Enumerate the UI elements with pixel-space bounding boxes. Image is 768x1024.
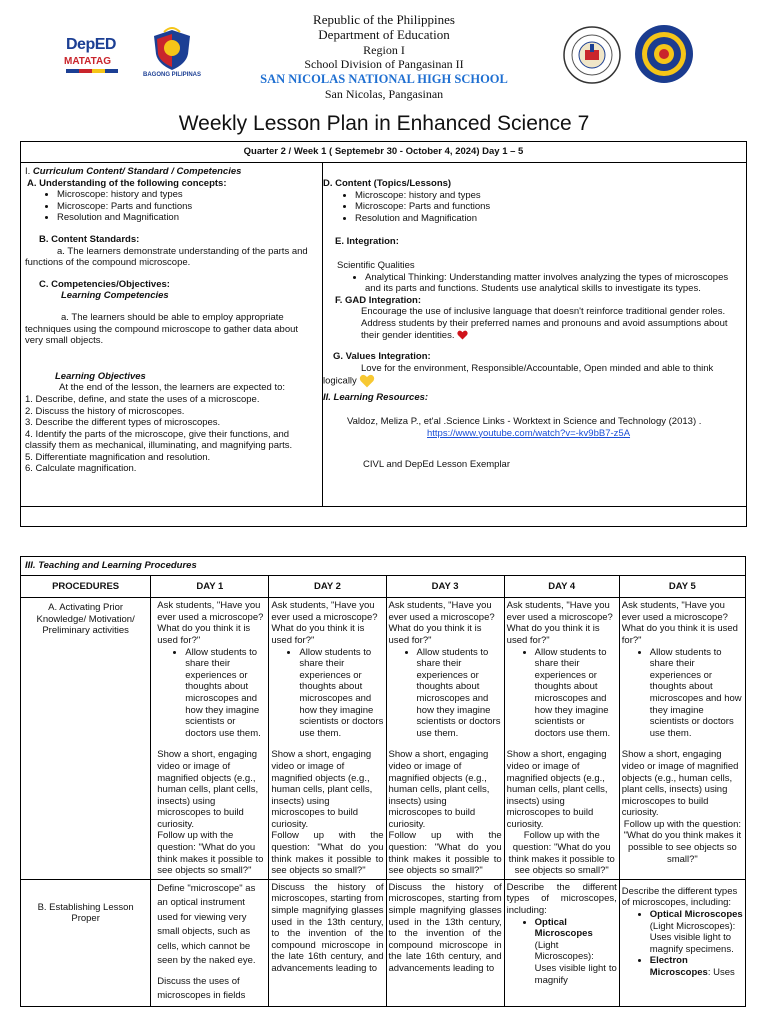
procedures-table — [20, 556, 746, 1007]
show-text: Show a short, engaging video or image of magnified objects (e.g., human cells, plant cells, insects) using microscopes to build curiosity. — [271, 749, 373, 830]
day4-cell — [504, 598, 619, 880]
objective-item: 6. Calculate magnification. — [25, 463, 137, 475]
competency-text: a. The learners should be able to employ appropriate techniques using the compound microscope to gather data about very small objects. — [25, 311, 299, 347]
allow-item: • Allow students to share their experiences or thoughts about microscopes and how they imagine scientists or doctors use them. — [417, 647, 502, 740]
allow-item: • Allow students to share their experiences or thoughts about microscopes and how they imagine scientists or doctors use them. — [185, 647, 266, 740]
type-name: Optical Microscopes — [534, 916, 593, 940]
history-text: Discuss the history of microscopes, starting from simple magnifying glasses used in the 13th century, to the invention of the compound microscope in the late 16th century, and advancements leading to — [271, 881, 384, 974]
division-seal-icon — [634, 24, 694, 84]
learning-objectives-heading: Learning Objectives — [55, 370, 146, 382]
allow-list — [271, 647, 383, 740]
objective-item: 4. Identify the parts of the microscope, give their functions, and classify them as mechanical, illuminating, and magnifying parts. — [25, 428, 293, 452]
topics-list — [323, 190, 743, 225]
quarter-week-row: Quarter 2 / Week 1 ( Septemebr 30 - October 4, 2024) Day 1 – 5 — [21, 142, 746, 163]
competencies-heading: C. Competencies/Objectives: — [39, 278, 170, 290]
types-list — [507, 917, 617, 987]
topic-item: • Resolution and Magnification — [355, 213, 743, 225]
table-row — [21, 598, 746, 880]
column-header: DAY 5 — [619, 575, 745, 598]
allow-list — [507, 647, 617, 740]
bagong-pilipinas-text: BAGONG PILIPINAS — [142, 72, 201, 78]
republic-line: Republic of the Philippines — [313, 12, 455, 27]
document-title: Weekly Lesson Plan in Enhanced Science 7 — [178, 112, 590, 135]
show-text: Show a short, engaging video or image of magnified objects (e.g., human cells, plant cells, insects) using microscopes to build curiosity. — [506, 749, 608, 830]
procedure-name: B. Establishing Lesson Proper — [21, 879, 151, 1006]
day2-cell — [269, 598, 386, 880]
exemplar-text: CIVL and DepEd Lesson Exemplar — [363, 459, 510, 471]
concepts-list — [25, 189, 317, 224]
follow-text: Follow up with the question: "What do you think makes it possible to see objects so small?" — [508, 830, 615, 877]
region-line: Region I — [363, 43, 405, 57]
definition-text: Define "microscope" as an optical instrument used for viewing very small objects, such as cells, which cannot be seen by the naked eye. — [157, 882, 256, 967]
content-standards-heading: B. Content Standards: — [39, 233, 140, 245]
day4-cell — [504, 879, 619, 1006]
follow-text: Follow up with the question: "What do you think makes it possible to see objects so small?" — [623, 818, 742, 865]
left-column — [25, 166, 317, 475]
type-desc: (Light Microscopes): Uses visible light to magnify — [534, 939, 617, 986]
school-seal-logo — [563, 26, 621, 84]
history-text: Discuss the history of microscopes, starting from simple magnifying glasses used in the 13th century, to the invention of the compound microscope in the late 16th century, and advancements leading to — [388, 881, 502, 974]
allow-list — [622, 647, 743, 740]
column-header: DAY 4 — [504, 575, 619, 598]
day3-cell — [386, 879, 504, 1006]
learning-competencies-heading: Learning Competencies — [61, 290, 169, 302]
show-text: Show a short, engaging video or image of magnified objects (e.g., human cells, plant cells, insects) using microscopes to build curiosity. — [157, 749, 259, 830]
footer-divider — [21, 506, 746, 507]
department-line: Department of Education — [318, 27, 450, 42]
video-resource-link[interactable]: https://www.youtube.com/watch?v=-kv9bB7-z5A — [427, 427, 631, 439]
division-line: School Division of Pangasinan II — [304, 57, 464, 71]
type-name: Optical Microscopes — [649, 909, 743, 921]
integration-heading: E. Integration: — [335, 236, 399, 248]
school-seal-icon — [563, 26, 621, 84]
curriculum-box — [20, 141, 747, 527]
topic-item: • Microscope: Parts and functions — [355, 201, 743, 213]
type-desc: (Light Microscopes): Uses visible light to magnify specimens. — [649, 920, 736, 955]
show-text: Show a short, engaging video or image of magnified objects (e.g., human cells, plant cells, insects) using microscopes to build curiosity. — [388, 749, 490, 830]
ask-text: Ask students, "Have you ever used a microscope? What do you think it is used for?" — [621, 600, 738, 646]
day2-cell — [269, 879, 386, 1006]
values-integration-heading: G. Values Integration: — [333, 351, 431, 363]
concept-item: • Microscope: history and types — [57, 189, 317, 201]
analytical-thinking-item: • Analytical Thinking: Understanding matter involves analyzing the types of microscopes and its parts and functions. Students use analytical skills to investigate its types. — [365, 272, 743, 295]
section-one-number: I. — [25, 166, 33, 177]
follow-text: Follow up with the question: "What do you think makes it possible to see objects so small?" — [157, 830, 264, 877]
learning-resources-heading: II. Learning Resources: — [323, 392, 429, 404]
red-heart-icon — [457, 330, 468, 340]
concept-item: • Resolution and Magnification — [57, 212, 317, 224]
objectives-intro: At the end of the lesson, the learners are expected to: — [59, 382, 286, 394]
gad-integration-heading: F. GAD Integration: — [335, 294, 422, 306]
column-header: DAY 1 — [151, 575, 269, 598]
letterhead — [0, 0, 768, 112]
scientific-qualities: Scientific Qualities — [337, 259, 415, 271]
show-text: Show a short, engaging video or image of magnified objects (e.g., human cells, plant cells, insects) using microscopes to build curiosity. — [621, 749, 739, 819]
ask-text: Ask students, "Have you ever used a microscope? What do you think it is used for?" — [506, 600, 613, 646]
topic-item: • Microscope: history and types — [355, 190, 743, 202]
allow-item: • Allow students to share their experiences or thoughts about microscopes and how they imagine scientists or doctors use them. — [535, 647, 617, 740]
objective-item: 2. Discuss the history of microscopes. — [25, 405, 185, 417]
day1-cell — [151, 598, 269, 880]
type-desc: : Uses — [707, 967, 735, 978]
town-line: San Nicolas, Pangasinan — [324, 87, 444, 101]
content-topics-heading: D. Content (Topics/Lessons) — [323, 178, 452, 189]
values-integration-text: Love for the environment, Responsible/Accountable, Open minded and able to think — [361, 362, 714, 374]
uses-text: Discuss the uses of microscopes in fields — [157, 975, 246, 1002]
objective-item: 1. Describe, define, and state the uses of a microscope. — [25, 393, 260, 405]
gad-integration-text: Encourage the use of inclusive language that doesn't reinforce traditional gender roles. Address students by their preferred names and pronouns and avoid assumptions about their gender identities. — [361, 306, 728, 341]
objective-item: 3. Describe the different types of microscopes. — [25, 417, 221, 429]
allow-item: • Allow students to share their experiences or thoughts about microscopes and how they imagine scientists or doctors use them. — [299, 647, 383, 740]
concept-item: • Microscope: Parts and functions — [57, 201, 317, 213]
reference-text: Valdoz, Meliza P., et'al .Science Links - Worktext in Science and Technology (2013) . — [347, 415, 702, 427]
allow-list — [157, 647, 266, 740]
table-header-row — [21, 575, 746, 598]
ask-text: Ask students, "Have you ever used a microscope? What do you think it is used for?" — [388, 600, 495, 646]
day5-cell — [619, 879, 745, 1006]
follow-text: Follow up with the question: "What do you think makes it possible to see objects so small?" — [271, 830, 384, 877]
column-header: DAY 3 — [386, 575, 504, 598]
table-row — [21, 879, 746, 1006]
procedures-section-title: III. Teaching and Learning Procedures — [21, 557, 746, 576]
integration-list — [323, 272, 743, 295]
concepts-heading: A. Understanding of the following concepts: — [27, 177, 227, 189]
objective-item: 5. Differentiate magnification and resolution. — [25, 451, 211, 463]
ask-text: Ask students, "Have you ever used a microscope? What do you think it is used for?" — [157, 600, 264, 646]
values-integration-text-end: logically — [323, 375, 357, 387]
section-one-title: Curriculum Content/ Standard / Competencies — [32, 166, 242, 177]
allow-list — [389, 647, 502, 740]
follow-text: Follow up with the question: "What do you think makes it possible to see objects so small?" — [388, 830, 502, 877]
types-intro: Describe the different types of microscopes, including: — [506, 881, 617, 917]
column-header: PROCEDURES — [21, 575, 151, 598]
day1-cell — [151, 879, 269, 1006]
allow-item: • Allow students to share their experiences or thoughts about microscopes and how they imagine scientists or doctors use them. — [650, 647, 743, 740]
type-name: Electron Microscopes — [649, 955, 708, 978]
deped-logo-text: DepED — [66, 36, 116, 53]
division-seal-logo — [634, 24, 694, 84]
procedure-name: A. Activating Prior Knowledge/ Motivation/ Preliminary activities — [21, 598, 151, 880]
column-header: DAY 2 — [269, 575, 386, 598]
day3-cell — [386, 598, 504, 880]
right-column — [323, 178, 743, 471]
ask-text: Ask students, "Have you ever used a microscope? What do you think it is used for?" — [271, 600, 378, 646]
school-name: SAN NICOLAS NATIONAL HIGH SCHOOL — [260, 72, 508, 86]
day5-cell — [619, 598, 745, 880]
types-intro: Describe the different types of microscopes, including: — [621, 885, 738, 909]
gad-integration-text-wrap — [323, 306, 743, 341]
matatag-logo-text: MATATAG — [64, 56, 112, 67]
types-list — [622, 909, 743, 979]
yellow-heart-icon — [359, 374, 375, 388]
content-standards-text: a. The learners demonstrate understanding of the parts and functions of the compound microscope. — [25, 245, 308, 269]
